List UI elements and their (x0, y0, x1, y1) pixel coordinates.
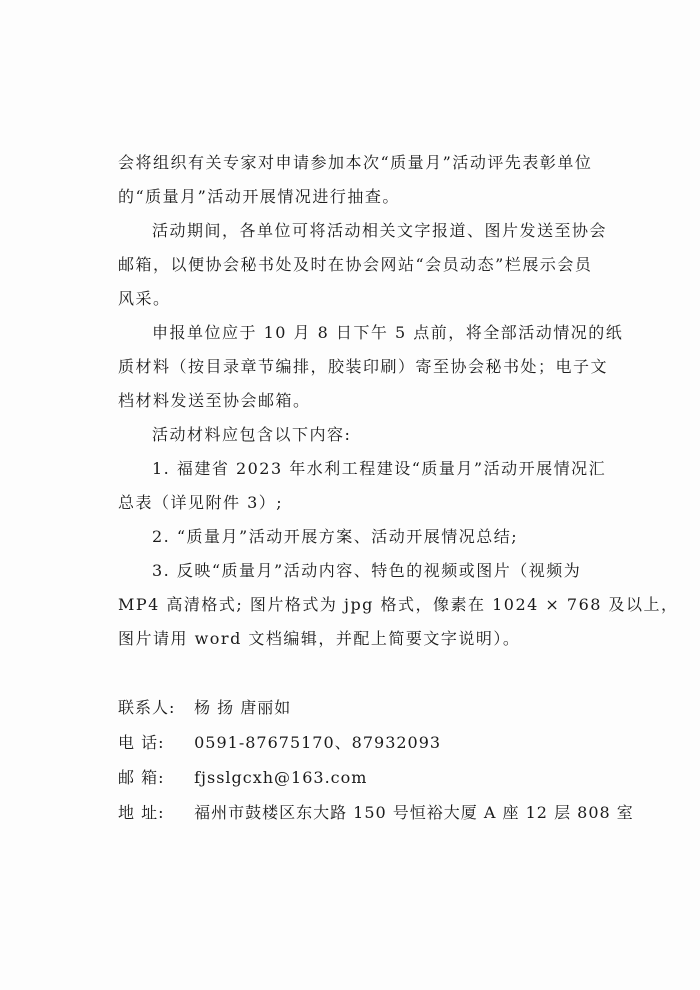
list-item-plan-summary (118, 520, 604, 554)
address-label: 地 址: (118, 803, 165, 822)
text-line: 1. 福建省 2023 年水利工程建设“质量月”活动开展情况汇 (152, 459, 607, 478)
contact-person-value: 杨 扬 唐丽如 (194, 698, 292, 717)
document-body (118, 146, 679, 656)
text-line: 申报单位应于 10 月 8 日下午 5 点前，将全部活动情况的纸 (152, 323, 624, 342)
text-line: 档材料发送至协会邮箱。 (118, 391, 311, 410)
email-row (118, 760, 618, 795)
address-row (118, 795, 634, 830)
text-line: 图片请用 word 文档编辑，并配上简要文字说明）。 (118, 629, 521, 648)
list-item-media (118, 554, 679, 656)
contact-block (118, 690, 634, 830)
phone-label: 电 话: (118, 733, 165, 752)
text-line: 质材料（按目录章节编排，胶装印刷）寄至协会秘书处；电子文 (118, 357, 609, 376)
text-line: 总表（详见附件 3）; (118, 493, 284, 512)
text-line: 风采。 (118, 289, 171, 308)
email-value: fjsslgcxh@163.com (194, 768, 368, 787)
text-line: 活动期间，各单位可将活动相关文字报道、图片发送至协会 (152, 221, 608, 240)
phone-value: 0591-87675170、87932093 (194, 733, 442, 752)
paragraph-materials-intro (118, 418, 604, 452)
list-item-summary-table (118, 452, 607, 520)
paragraph-reporting (118, 214, 608, 316)
text-line: 会将组织有关专家对申请参加本次“质量月”活动评先表彰单位 (118, 153, 593, 172)
contact-person-row (118, 690, 618, 725)
text-line: 活动材料应包含以下内容: (152, 425, 352, 444)
paragraph-deadline (118, 316, 624, 418)
address-value: 福州市鼓楼区东大路 150 号恒裕大厦 A 座 12 层 808 室 (194, 803, 634, 822)
contact-person-label: 联系人: (118, 698, 176, 717)
phone-row (118, 725, 618, 760)
text-line: 3. 反映“质量月”活动内容、特色的视频或图片（视频为 (152, 561, 582, 580)
paragraph-inspection (118, 146, 604, 214)
text-line: 2. “质量月”活动开展方案、活动开展情况总结; (152, 527, 519, 546)
email-label: 邮 箱: (118, 768, 165, 787)
text-line: 邮箱，以便协会秘书处及时在协会网站“会员动态”栏展示会员 (118, 255, 593, 274)
text-line: MP4 高清格式; 图片格式为 jpg 格式，像素在 1024 × 768 及以上， (118, 595, 679, 614)
text-line: 的“质量月”活动开展情况进行抽查。 (118, 187, 400, 206)
